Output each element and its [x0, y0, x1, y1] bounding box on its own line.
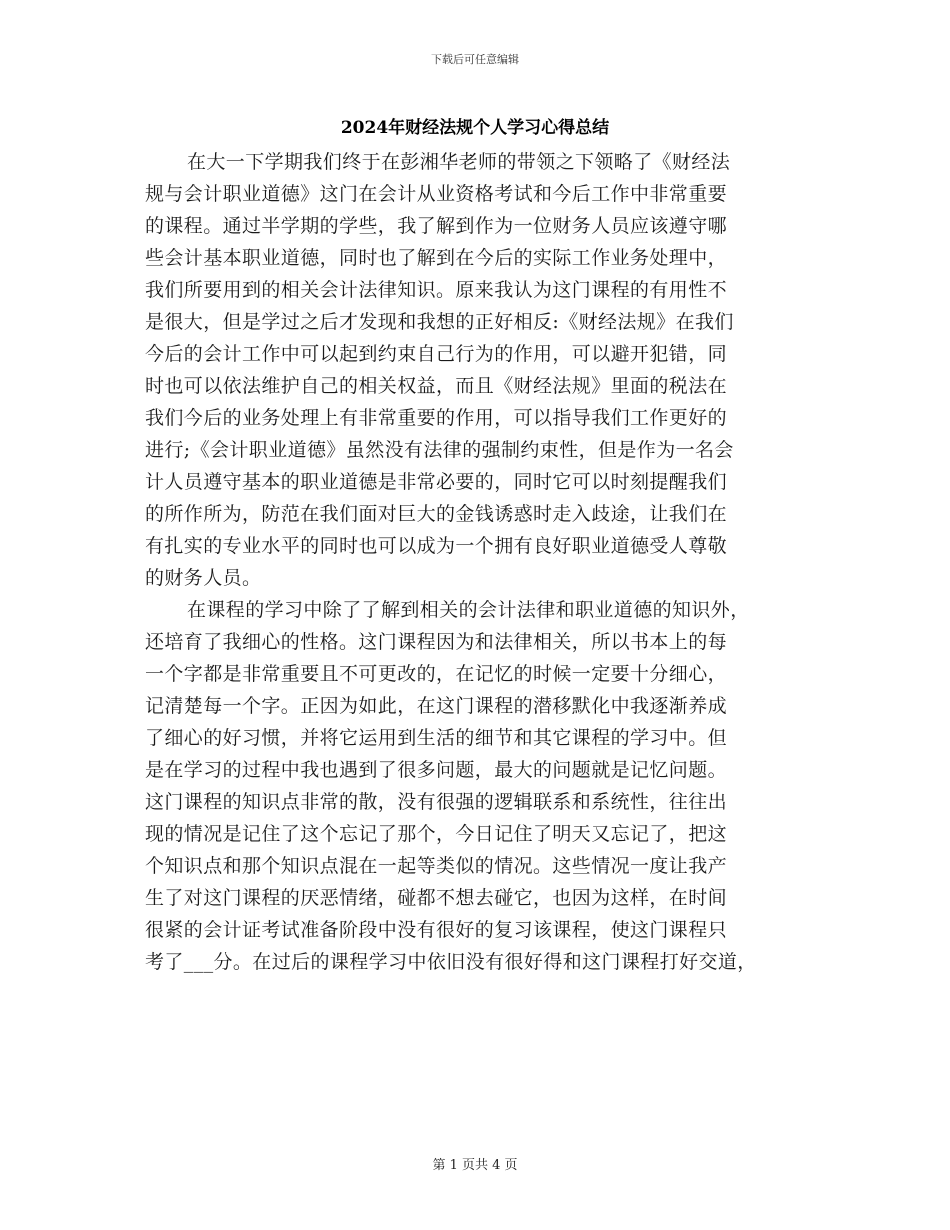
paragraph-line: 是在学习的过程中我也遇到了很多问题，最大的问题就是记忆问题。 — [145, 759, 728, 781]
paragraph-line: 计人员遵守基本的职业道德是非常必要的，同时它可以时刻提醒我们 — [145, 471, 728, 493]
paragraph-line: 进行;《会计职业道德》虽然没有法律的强制约束性，但是作为一名会 — [145, 439, 734, 461]
page-header-note: 下载后可任意编辑 — [431, 53, 519, 66]
paragraph-line: 了细心的好习惯，并将它运用到生活的细节和其它课程的学习中。但 — [145, 727, 728, 749]
paragraph-line: 现的情况是记住了这个忘记了那个，今日记住了明天又忘记了，把这 — [145, 823, 728, 845]
paragraph-line: 在课程的学习中除了了解到相关的会计法律和职业道德的知识外， — [187, 599, 750, 621]
paragraph-line: 很紧的会计证考试准备阶段中没有很好的复习该课程，使这门课程只 — [145, 919, 728, 941]
paragraph-line: 的课程。通过半学期的学些，我了解到作为一位财务人员应该遵守哪 — [145, 215, 728, 237]
paragraph-line: 一个字都是非常重要且不可更改的，在记忆的时候一定要十分细心， — [145, 663, 728, 685]
paragraph-line: 记清楚每一个字。正因为如此，在这门课程的潜移默化中我逐渐养成 — [145, 695, 728, 717]
document-body — [145, 146, 815, 978]
paragraph-line: 的所作所为，防范在我们面对巨大的金钱诱惑时走入歧途，让我们在 — [145, 503, 728, 525]
paragraph-line: 有扎实的专业水平的同时也可以成为一个拥有良好职业道德受人尊敬 — [145, 535, 728, 557]
paragraph-line: 生了对这门课程的厌恶情绪，碰都不想去碰它，也因为这样，在时间 — [145, 887, 728, 909]
paragraph-line: 在大一下学期我们终于在彭湘华老师的带领之下领略了《财经法 — [187, 151, 731, 173]
paragraph-line: 的财务人员。 — [145, 567, 262, 589]
paragraph-line: 个知识点和那个知识点混在一起等类似的情况。这些情况一度让我产 — [145, 855, 728, 877]
paragraph-line: 些会计基本职业道德，同时也了解到在今后的实际工作业务处理中， — [145, 247, 728, 269]
paragraph-line: 我们所要用到的相关会计法律知识。原来我认为这门课程的有用性不 — [145, 279, 728, 301]
paragraph-line: 考了___分。在过后的课程学习中依旧没有很好得和这门课程打好交道， — [145, 951, 757, 973]
paragraph-line: 还培育了我细心的性格。这门课程因为和法律相关，所以书本上的每 — [145, 631, 728, 653]
paragraph-line: 今后的会计工作中可以起到约束自己行为的作用，可以避开犯错，同 — [145, 343, 728, 365]
paragraph-line: 这门课程的知识点非常的散，没有很强的逻辑联系和系统性，往往出 — [145, 791, 728, 813]
paragraph-line: 时也可以依法维护自己的相关权益，而且《财经法规》里面的税法在 — [145, 375, 728, 397]
paragraph-line: 是很大，但是学过之后才发现和我想的正好相反:《财经法规》在我们 — [145, 311, 734, 333]
paragraph-line: 我们今后的业务处理上有非常重要的作用，可以指导我们工作更好的 — [145, 407, 728, 429]
paragraph-line: 规与会计职业道德》这门在会计从业资格考试和今后工作中非常重要 — [145, 183, 728, 205]
document-title: 2024年财经法规个人学习心得总结 — [340, 118, 610, 138]
page-number-footer: 第 1 页共 4 页 — [432, 1158, 518, 1173]
